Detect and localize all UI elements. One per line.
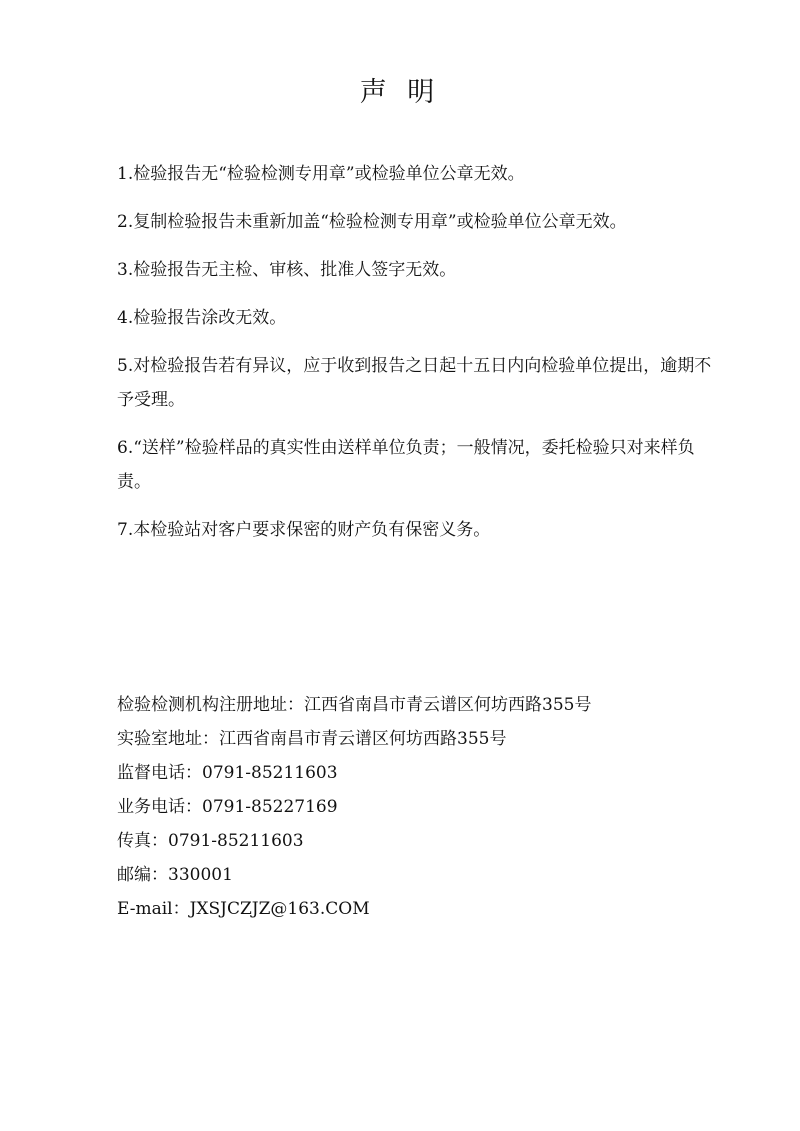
- lab-address: 实验室地址：江西省南昌市青云谱区何坊西路355号: [117, 729, 507, 749]
- postal-code: 邮编：330001: [117, 865, 233, 885]
- email: E-mail：JXSJCZJZ@163.COM: [117, 899, 370, 919]
- statement-item: 6.“送样”检验样品的真实性由送样单位负责；一般情况，委托检验只对来样负责。: [117, 438, 695, 492]
- business-phone: 业务电话：0791-85227169: [117, 797, 338, 817]
- statement-item: 7.本检验站对客户要求保密的财产负有保密义务。: [117, 520, 491, 540]
- statement-item: 2.复制检验报告未重新加盖“检验检测专用章”或检验单位公章无效。: [117, 212, 627, 232]
- statement-item: 4.检验报告涂改无效。: [117, 308, 287, 328]
- fax: 传真：0791-85211603: [117, 831, 304, 851]
- contact-info: [117, 688, 757, 926]
- statement-item: 5.对检验报告若有异议，应于收到报告之日起十五日内向检验单位提出，逾期不予受理。: [117, 356, 712, 410]
- page-title: 声 明: [359, 77, 441, 108]
- supervision-phone: 监督电话：0791-85211603: [117, 763, 338, 783]
- statement-item: 3.检验报告无主检、审核、批准人签字无效。: [117, 260, 457, 280]
- statement-item: 1.检验报告无“检验检测专用章”或检验单位公章无效。: [117, 164, 525, 184]
- statement-list: [117, 157, 717, 561]
- registered-address: 检验检测机构注册地址：江西省南昌市青云谱区何坊西路355号: [117, 695, 592, 715]
